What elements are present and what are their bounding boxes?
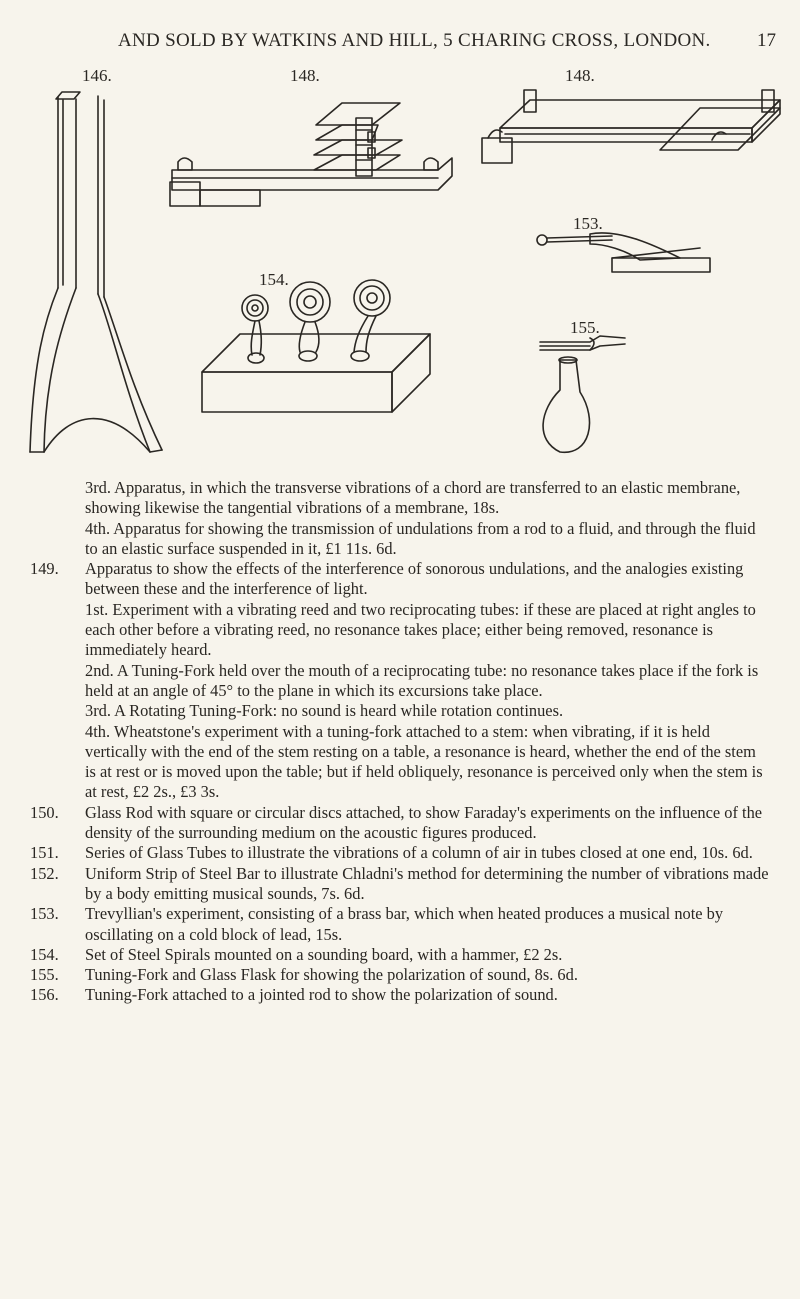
page-number: 17 [757,30,776,51]
entry-155 [30,965,770,985]
figure-148-right-apparatus [482,90,780,163]
engraved-figures [0,0,800,470]
entry-148-part-4-text: 4th. Apparatus for showing the transmission of undulations from a rod to a fluid, and through the fluid to an elastic surface suspended in it, £1 11s. 6d. [85,518,756,558]
entry-149-part-1-text: 1st. Experiment with a vibrating reed and two reciprocating tubes: if these are placed at right angles to each other before a vibrating reed, no resonance takes place; either being removed, resonance is immediately heard. [85,599,756,660]
entry-148-part-4 [30,519,770,560]
catalogue-text [30,478,770,1006]
entry-150-text: Glass Rod with square or circular discs attached, to show Faraday's experiments on the influence of the density of the surrounding medium on the acoustic figures produced. [85,802,763,843]
figure-label-153: 153. [573,214,603,233]
entry-149-part-4 [30,722,770,803]
entry-155-text: Tuning-Fork and Glass Flask for showing the polarization of sound, 8s. 6d. [85,965,578,985]
entry-151-number: 151. [30,843,59,863]
figure-155-fork-and-flask [540,336,625,452]
entry-148-part-3-text: 3rd. Apparatus, in which the transverse vibrations of a chord are transferred to an elastic membrane, showing likewise the tangential vibrations of a membrane, 18s. [85,478,741,518]
entry-152-number: 152. [30,863,59,883]
entry-156-text: Tuning-Fork attached to a jointed rod to show the polarization of sound. [85,985,558,1005]
figure-153-trevyllian-rocker [537,233,710,272]
entry-149 [30,559,770,600]
entry-153 [30,904,770,945]
entry-149-part-3 [30,701,770,721]
entry-153-number: 153. [30,904,59,924]
entry-153-text: Trevyllian's experiment, consisting of a brass bar, which when heated produces a musical note by oscillating on a cold block of lead, 15s. [85,904,724,944]
entry-149-part-2-text: 2nd. A Tuning-Fork held over the mouth of a reciprocating tube: no resonance takes place if the fork is held at an angle of 45° to the plane in which its excursions take place. [85,660,759,700]
entry-156-number: 156. [30,985,59,1005]
figure-label-148-left: 148. [290,66,320,85]
figure-label-155: 155. [570,318,600,337]
entry-149-part-1 [30,600,770,661]
running-head: AND SOLD BY WATKINS AND HILL, 5 CHARING CROSS, LONDON. [118,30,711,51]
figure-146-stand [30,92,162,452]
entry-151-text: Series of Glass Tubes to illustrate the vibrations of a column of air in tubes closed at one end, 10s. 6d. [85,843,753,863]
entry-149-part-2 [30,661,770,702]
entry-150-number: 150. [30,802,59,822]
figure-label-154: 154. [259,270,289,289]
entry-149-number: 149. [30,559,59,579]
entry-148-part-3 [30,478,770,519]
entry-152-text: Uniform Strip of Steel Bar to illustrate Chladni's method for determining the number of vibrations made by a body emitting musical sounds, 7s. 6d. [85,863,769,903]
figure-154-steel-spirals [202,280,430,412]
entry-154-number: 154. [30,944,59,964]
figure-label-146: 146. [82,66,112,85]
figure-label-148-right: 148. [565,66,595,85]
entry-154 [30,945,770,965]
figure-148-left-apparatus [170,103,452,206]
entry-152 [30,864,770,905]
entry-154-text: Set of Steel Spirals mounted on a sounding board, with a hammer, £2 2s. [85,944,563,964]
entry-155-number: 155. [30,965,59,985]
entry-149-text: Apparatus to show the effects of the interference of sonorous undulations, and the analogies existing between these and the interference of light. [85,559,744,599]
entry-150 [30,803,770,844]
entry-149-part-3-text: 3rd. A Rotating Tuning-Fork: no sound is heard while rotation continues. [85,701,564,721]
entry-151 [30,843,770,863]
entry-156 [30,985,770,1005]
entry-149-part-4-text: 4th. Wheatstone's experiment with a tuning-fork attached to a stem: when vibrating, if it is held vertically with the end of the stem resting on a table, a resonance is heard, whether the end of the stem is at rest or is moved upon the table; but if held obliquely, resonance is perceived only when the stem is at rest, £2 2s., £3 3s. [85,721,763,802]
